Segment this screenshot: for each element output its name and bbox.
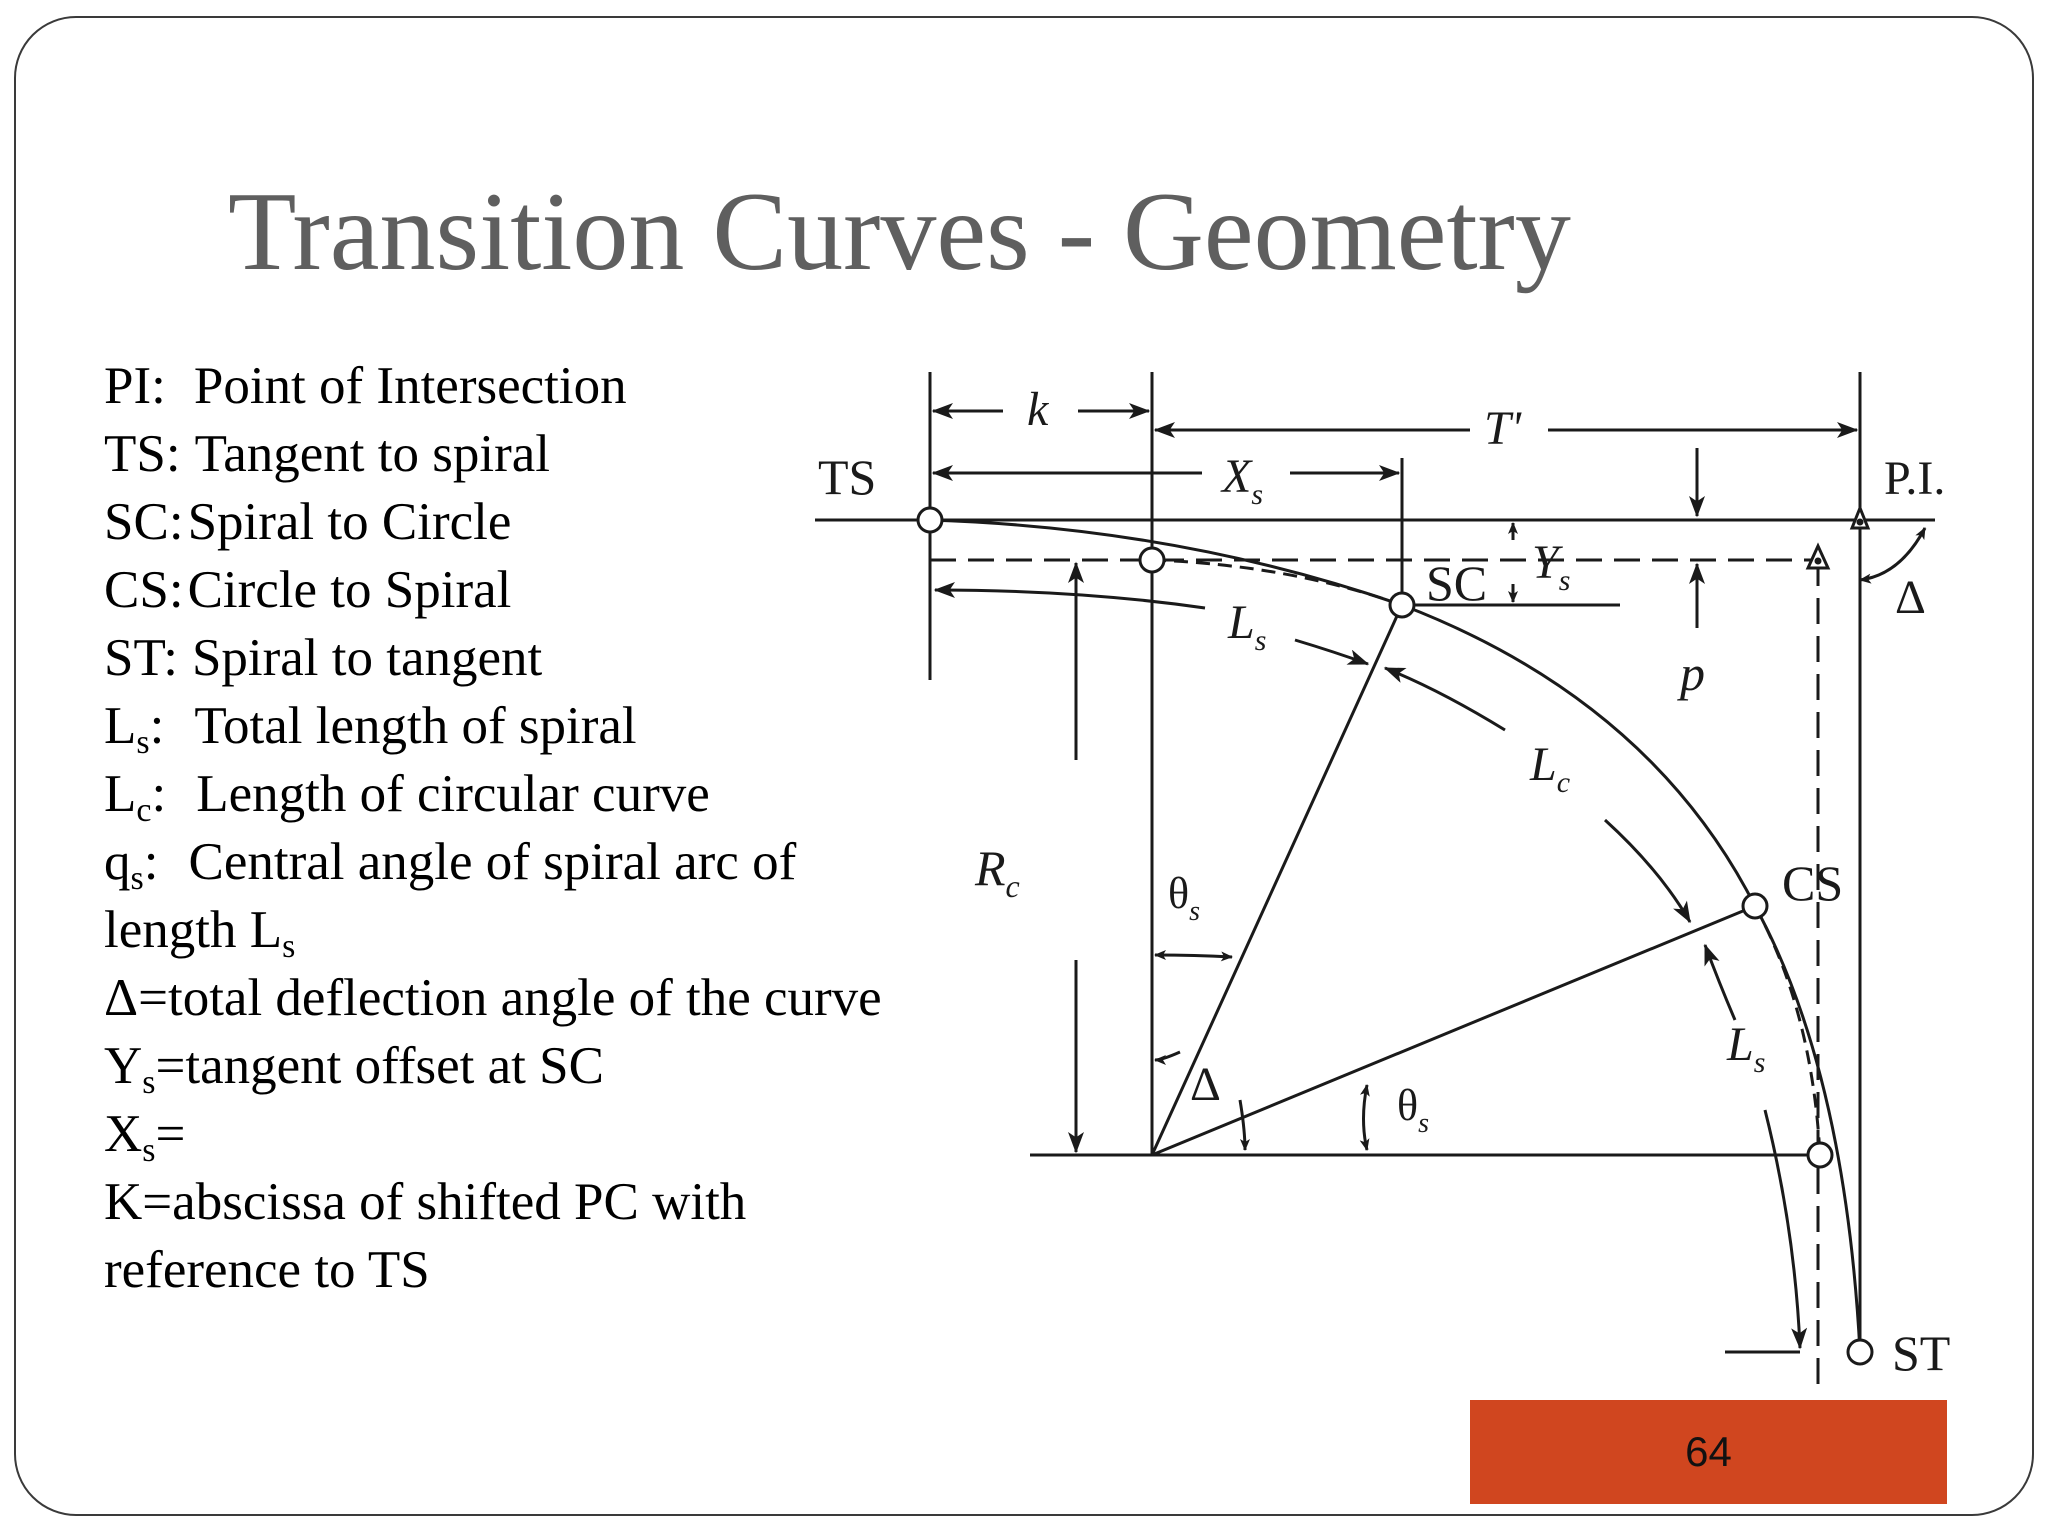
- definition-sub: s: [142, 1064, 156, 1101]
- definition-term: ST:: [104, 629, 178, 687]
- delta-center-arrow-bottom: [1240, 1100, 1245, 1150]
- rc-label-sub: c: [1005, 868, 1020, 904]
- definition-ls: $L_s$: Total length of spiral: [104, 697, 637, 761]
- shifted-pi-triangle-dot: [1816, 559, 1820, 563]
- definition-term: TS:: [104, 425, 181, 483]
- definition-term: CS:: [104, 561, 184, 619]
- definition-term: K=abscissa of shifted PC with reference to TS: [104, 1173, 747, 1299]
- theta-s-upper-arrow: [1155, 955, 1232, 957]
- ls-entry-arrow-right: [1295, 640, 1368, 664]
- xs-label-sub: s: [1251, 478, 1264, 511]
- definition-text: Tangent to spiral: [194, 425, 550, 483]
- definition-lc: $L_c$: Length of circular curve: [104, 765, 710, 829]
- ls-entry-main: L: [1228, 596, 1255, 649]
- k-label: k: [1027, 383, 1049, 436]
- delta-center-label: Δ: [1190, 1058, 1221, 1111]
- sc-label: SC: [1426, 555, 1488, 611]
- ls-exit-label: [1726, 1018, 1765, 1079]
- lc-main: L: [1530, 738, 1557, 791]
- theta-lower-sub: s: [1418, 1108, 1429, 1139]
- definition-term: Y: [104, 1037, 143, 1095]
- xs-label-main: X: [1222, 450, 1252, 503]
- delta-pi-label: Δ: [1895, 571, 1926, 624]
- p-label: p: [1680, 645, 1705, 701]
- ls-exit-sub: s: [1753, 1046, 1766, 1079]
- slide-title: Transition Curves - Geometry: [228, 170, 1571, 294]
- theta-s-lower-arrow: [1364, 1085, 1368, 1150]
- ys-label-main: Y: [1532, 536, 1559, 589]
- definition-sub: s: [142, 1132, 156, 1169]
- definition-term: q: [104, 833, 131, 891]
- shifted-circle-exit: [1755, 906, 1820, 1155]
- definition-text: =tangent offset at SC: [155, 1037, 604, 1095]
- theta-s-lower-label: [1397, 1081, 1429, 1139]
- definition-sub: c: [136, 792, 152, 829]
- definition-text: Circle to Spiral: [187, 561, 512, 619]
- sc-point: [1390, 593, 1414, 617]
- definition-text: =: [155, 1105, 186, 1163]
- definition-text: Point of Intersection: [193, 357, 627, 415]
- ls-exit-arrow-bottom: [1765, 1110, 1800, 1348]
- st-label: ST: [1892, 1325, 1951, 1381]
- lc-arrow-top: [1385, 668, 1505, 730]
- lc-label: [1529, 738, 1570, 799]
- shifted-pt-point: [1808, 1143, 1832, 1167]
- definition-term: Δ=total deflection angle of the curve: [104, 969, 882, 1027]
- definition-text: Length of circular curve: [196, 765, 710, 823]
- rc-label: [974, 840, 1020, 904]
- ls-entry-sub: s: [1254, 624, 1267, 657]
- definition-sub: s: [136, 724, 150, 761]
- ys-label: [1532, 536, 1570, 597]
- definition-term: L: [104, 697, 137, 755]
- definition-qs: $q_s$: Central angle of spiral arc of length $L_s$: [104, 833, 797, 965]
- cs-label: CS: [1782, 855, 1844, 911]
- shifted-pi-triangle-icon: [1808, 546, 1828, 568]
- definition-text: Central angle of spiral arc of length L: [104, 833, 797, 959]
- definition-term: L: [104, 765, 137, 823]
- shifted-pc-point: [1140, 548, 1164, 572]
- page-number: 64: [1685, 1428, 1732, 1475]
- ys-label-sub: s: [1558, 564, 1571, 597]
- pi-label: P.I.: [1884, 452, 1946, 505]
- xs-label: [1220, 450, 1263, 511]
- st-point: [1848, 1340, 1872, 1364]
- lc-sub: c: [1556, 766, 1571, 799]
- definition-sub: s: [130, 860, 144, 897]
- theta-lower-main: θ: [1397, 1081, 1419, 1130]
- theta-upper-sub: s: [1189, 896, 1200, 927]
- delta-center-arrow-top: [1155, 1052, 1180, 1060]
- ts-point: [918, 508, 942, 532]
- definition-term: SC:: [104, 493, 184, 551]
- page-number-badge: [1470, 1400, 1947, 1504]
- definition-term: X: [104, 1105, 143, 1163]
- definition-text-sub: s: [282, 928, 296, 965]
- definition-term: PI:: [104, 357, 166, 415]
- definition-text: Total length of spiral: [194, 697, 637, 755]
- theta-s-upper-label: [1168, 869, 1200, 927]
- theta-upper-main: θ: [1168, 869, 1190, 918]
- ls-entry-arrow-left: [935, 590, 1205, 608]
- rc-label-main: R: [975, 840, 1006, 896]
- cs-point: [1743, 894, 1767, 918]
- definition-text: Spiral to tangent: [191, 629, 543, 687]
- ls-exit-arrow-top: [1705, 945, 1735, 1020]
- ls-exit-main: L: [1727, 1018, 1754, 1071]
- definition-text: Spiral to Circle: [187, 493, 512, 551]
- ts-label: TS: [818, 449, 877, 505]
- ls-entry-label: [1227, 596, 1266, 657]
- lc-arrow-bottom: [1605, 820, 1690, 922]
- t-prime-label: T': [1484, 402, 1521, 455]
- pi-triangle-dot: [1858, 520, 1862, 524]
